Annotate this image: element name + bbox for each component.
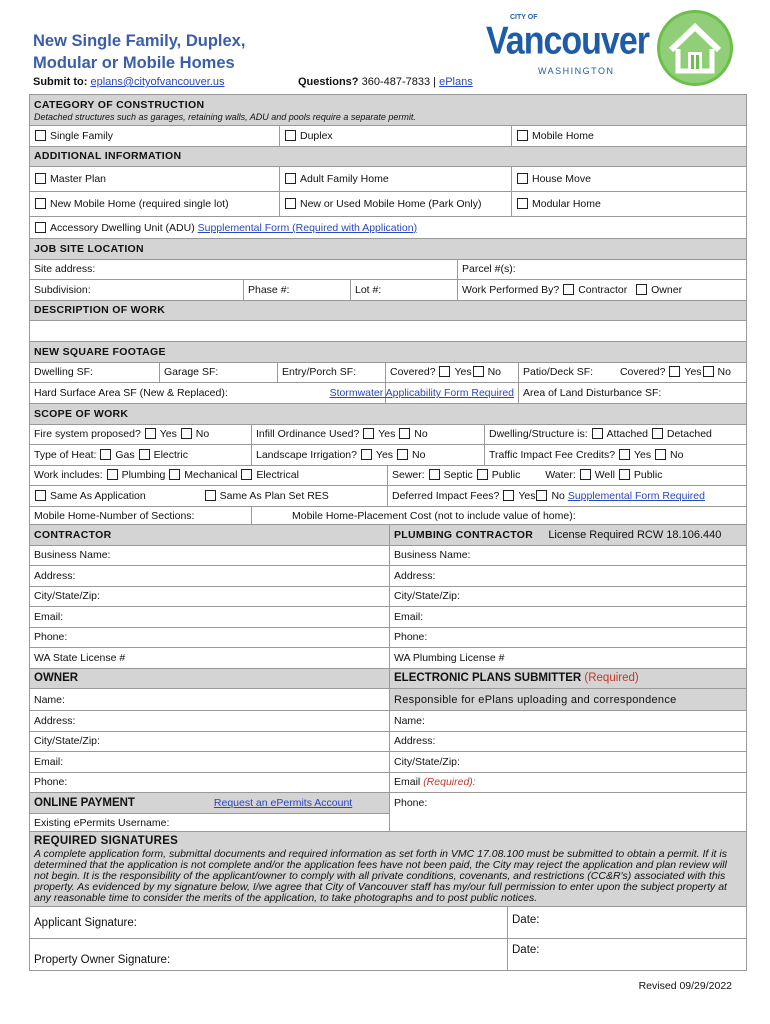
signatures-heading-cell: [30, 832, 747, 907]
business-row: [30, 545, 747, 566]
patio-covered-label: Covered?: [619, 366, 666, 379]
city-logo: [480, 14, 649, 76]
duplex-checkbox[interactable]: [285, 130, 296, 141]
eplans-link[interactable]: ePlans: [439, 76, 473, 88]
questions-line: [298, 76, 473, 88]
scope-header-row: [30, 404, 747, 425]
scope-table: [29, 403, 747, 527]
infill-no-checkbox[interactable]: [399, 428, 410, 439]
site-address-field[interactable]: [30, 259, 458, 280]
traffic-no-checkbox[interactable]: [655, 449, 666, 460]
subdivision-field[interactable]: [30, 280, 244, 301]
modular-home-option[interactable]: [512, 192, 747, 217]
job-site-header-row: [30, 239, 747, 260]
modular-home-checkbox[interactable]: [517, 198, 528, 209]
owner-name-field[interactable]: [30, 689, 390, 711]
lot-label: Lot #:: [355, 283, 382, 296]
sewer-water-field: [388, 465, 747, 486]
landscape-field: [252, 445, 485, 466]
gas-checkbox[interactable]: [100, 449, 111, 460]
adu-supplemental-link[interactable]: Supplemental Form (Required with Application): [197, 221, 418, 234]
owner-csz-row: [30, 731, 747, 752]
landscape-yes-checkbox[interactable]: [361, 449, 372, 460]
work-includes-field: [30, 465, 388, 486]
new-mobile-option[interactable]: [30, 192, 280, 217]
same-as-field: [30, 486, 388, 507]
heat-type-label: Type of Heat:: [34, 448, 97, 461]
site-address-label: Site address:: [34, 263, 96, 276]
owner-email-row: [30, 752, 747, 773]
entry-covered-no-label: No: [487, 366, 502, 379]
infill-label: Infill Ordinance Used?: [256, 428, 360, 441]
owner-name-label: Name:: [34, 693, 65, 706]
used-mobile-option[interactable]: [280, 192, 512, 217]
contractor-checkbox[interactable]: [563, 284, 574, 295]
sqft-row-2: [30, 383, 747, 404]
category-heading: CATEGORY OF CONSTRUCTION: [34, 98, 205, 111]
category-header-row: [30, 95, 747, 126]
owner-email-label: Email:: [34, 755, 64, 768]
modular-home-label: Modular Home: [532, 198, 601, 210]
traffic-credit-field: [485, 445, 747, 466]
contractor-business-label: Business Name:: [34, 549, 111, 562]
adult-family-checkbox[interactable]: [285, 173, 296, 184]
dwelling-sf-label: Dwelling SF:: [34, 366, 93, 379]
applicant-date-field[interactable]: [508, 907, 747, 939]
owner-email-field[interactable]: [30, 752, 390, 773]
job-site-heading: JOB SITE LOCATION: [30, 239, 747, 260]
entry-covered-field: [386, 362, 519, 383]
scope-heading: SCOPE OF WORK: [30, 404, 747, 425]
form-top-table: [29, 94, 747, 239]
title-line-1: New Single Family, Duplex,: [33, 32, 246, 50]
adu-label: Accessory Dwelling Unit (ADU): [50, 221, 195, 234]
entry-sf-label: Entry/Porch SF:: [282, 366, 357, 379]
used-mobile-label: New or Used Mobile Home (Park Only): [300, 198, 482, 210]
deferred-no-checkbox[interactable]: [536, 490, 547, 501]
single-family-option[interactable]: [30, 126, 280, 147]
additional-row-2: [30, 192, 747, 217]
scope-row-4: [30, 486, 747, 507]
subdivision-label: Subdivision:: [34, 283, 91, 296]
same-plan-checkbox[interactable]: [205, 490, 216, 501]
eplans-email-label: Email: [394, 776, 421, 789]
plumbing-license-note: License Required RCW 18.106.440: [548, 528, 722, 541]
fire-yes-checkbox[interactable]: [145, 428, 156, 439]
contractor-license-label: WA State License #: [34, 651, 126, 664]
electrical-label: Electrical: [256, 469, 299, 482]
detached-checkbox[interactable]: [652, 428, 663, 439]
payment-heading: ONLINE PAYMENT: [34, 796, 135, 809]
water-public-label: Public: [633, 469, 663, 482]
title-line-2: Modular or Mobile Homes: [33, 54, 235, 72]
logo-city-text: CITY OF: [510, 14, 538, 21]
entry-covered-no-checkbox[interactable]: [473, 366, 484, 377]
house-move-label: House Move: [532, 173, 591, 185]
landscape-label: Landscape Irrigation?: [256, 448, 357, 461]
patio-sf-label: Patio/Deck SF:: [523, 366, 594, 379]
mechanical-label: Mechanical: [184, 469, 238, 482]
fire-system-field: [30, 424, 252, 445]
adult-family-label: Adult Family Home: [300, 173, 389, 185]
mobile-home-option[interactable]: [512, 126, 747, 147]
new-mobile-checkbox[interactable]: [35, 198, 46, 209]
eplans-name-field[interactable]: [390, 711, 747, 732]
dwelling-structure-field: [485, 424, 747, 445]
signatures-table: [29, 831, 747, 971]
contact-email-row: [30, 607, 747, 628]
plumbing-heading: PLUMBING CONTRACTOR: [394, 528, 534, 541]
contractor-phone-label: Phone:: [34, 631, 68, 644]
entry-covered-yes-label: Yes: [454, 366, 472, 379]
owner-heading: OWNER: [30, 668, 390, 689]
house-move-option[interactable]: [512, 167, 747, 192]
same-application-label: Same As Application: [50, 489, 146, 502]
owner-phone-field[interactable]: [30, 772, 390, 793]
duplex-option[interactable]: [280, 126, 512, 147]
sewer-label: Sewer:: [392, 469, 425, 482]
sqft-row-1: [30, 362, 747, 383]
gas-label: Gas: [115, 448, 135, 461]
eplans-required: (Required): [584, 672, 639, 685]
dwelling-sf-field[interactable]: [30, 362, 160, 383]
owner-signature-row: [30, 939, 747, 971]
mobile-sections-label: Mobile Home-Number of Sections:: [34, 510, 195, 523]
used-mobile-checkbox[interactable]: [285, 198, 296, 209]
mechanical-checkbox[interactable]: [169, 469, 180, 480]
adu-checkbox[interactable]: [35, 222, 46, 233]
eplans-phone-label: Phone:: [394, 797, 428, 809]
deferred-no-label: No: [551, 489, 565, 502]
description-header-row: [30, 300, 747, 321]
plumbing-label: Plumbing: [121, 469, 166, 482]
logo-state-text: WASHINGTON: [538, 66, 615, 76]
contact-license-row: [30, 648, 747, 669]
applicant-date-label: Date:: [512, 914, 540, 926]
contact-address-row: [30, 566, 747, 587]
contractor-email-label: Email:: [34, 610, 64, 623]
plumbing-csz-label: City/State/Zip:: [394, 590, 460, 603]
attached-checkbox[interactable]: [592, 428, 603, 439]
sqft-table: [29, 341, 747, 404]
payment-row: [30, 793, 747, 814]
master-plan-checkbox[interactable]: [35, 173, 46, 184]
eplans-email-field[interactable]: [390, 772, 747, 793]
traffic-no-label: No: [670, 448, 684, 461]
traffic-yes-checkbox[interactable]: [619, 449, 630, 460]
infill-yes-checkbox[interactable]: [363, 428, 374, 439]
plumbing-license-label: WA Plumbing License #: [394, 651, 505, 664]
master-plan-option[interactable]: [30, 167, 280, 192]
sewer-public-checkbox[interactable]: [477, 469, 488, 480]
house-icon: [657, 10, 733, 86]
contacts-table: [29, 524, 747, 834]
plumbing-address-label: Address:: [394, 569, 436, 582]
owner-csz-label: City/State/Zip:: [34, 735, 100, 748]
owner-phone-row: [30, 772, 747, 793]
patio-covered-yes-checkbox[interactable]: [669, 366, 680, 377]
deferred-yes-label: Yes: [518, 489, 536, 502]
additional-heading: ADDITIONAL INFORMATION: [30, 146, 747, 167]
submit-row: [33, 76, 770, 88]
eplans-address-label: Address:: [394, 735, 436, 748]
deferred-yes-checkbox[interactable]: [503, 490, 514, 501]
traffic-credit-label: Traffic Impact Fee Credits?: [489, 448, 616, 461]
plumbing-email-label: Email:: [394, 610, 424, 623]
eplans-csz-field[interactable]: [390, 752, 747, 773]
eplans-name-label: Name:: [394, 714, 425, 727]
garage-sf-field[interactable]: [160, 362, 278, 383]
contractor-phone-field[interactable]: [30, 627, 390, 648]
owner-phone-label: Phone:: [34, 776, 68, 789]
land-disturbance-field[interactable]: [519, 383, 747, 404]
sewer-public-label: Public: [491, 469, 521, 482]
owner-address-label: Address:: [34, 714, 76, 727]
landscape-no-label: No: [411, 448, 426, 461]
plumbing-email-field[interactable]: [390, 607, 747, 628]
additional-row-1: [30, 167, 747, 192]
plumbing-phone-label: Phone:: [394, 631, 428, 644]
electric-label: Electric: [153, 448, 188, 461]
additional-header-row: [30, 146, 747, 167]
owner-eplans-header-row: [30, 668, 747, 689]
sqft-header-row: [30, 342, 747, 363]
plumbing-csz-field[interactable]: [390, 586, 747, 607]
landscape-no-checkbox[interactable]: [397, 449, 408, 460]
eplans-heading-cell: [390, 668, 747, 689]
single-family-checkbox[interactable]: [35, 130, 46, 141]
work-includes-label: Work includes:: [34, 469, 103, 482]
applicant-signature-field[interactable]: [30, 907, 508, 939]
plumbing-address-field[interactable]: [390, 566, 747, 587]
parcel-field[interactable]: [458, 259, 747, 280]
patio-covered-no-checkbox[interactable]: [703, 366, 714, 377]
work-performed-label: Work Performed By?: [462, 283, 560, 296]
same-plan-label: Same As Plan Set RES: [219, 489, 329, 502]
entry-covered-label: Covered?: [390, 366, 436, 379]
stormwater-cell: [329, 383, 519, 404]
owner-address-row: [30, 711, 747, 732]
phase-field[interactable]: [244, 280, 351, 301]
heat-type-field: [30, 445, 252, 466]
traffic-yes-label: Yes: [633, 448, 652, 461]
signatures-heading: REQUIRED SIGNATURES: [34, 835, 179, 847]
contractor-csz-field[interactable]: [30, 586, 390, 607]
plumbing-business-field[interactable]: [390, 545, 747, 566]
master-plan-label: Master Plan: [50, 173, 107, 185]
applicant-signature-label: Applicant Signature:: [34, 916, 137, 929]
contractor-heading: CONTRACTOR: [30, 525, 390, 546]
request-account-link[interactable]: Request an ePermits Account: [213, 796, 353, 809]
username-label: Existing ePermits Username:: [34, 817, 170, 830]
payment-heading-cell: [30, 793, 390, 814]
contractor-csz-label: City/State/Zip:: [34, 590, 100, 603]
applicant-signature-row: [30, 907, 747, 939]
questions-separator: |: [433, 76, 437, 88]
sqft-heading: NEW SQUARE FOOTAGE: [30, 342, 747, 363]
supplemental-form-link[interactable]: Supplemental Form Required: [567, 489, 705, 502]
signatures-text: A complete application form, submittal documents and required information as set forth in VMC 17.08.100 must be submitted to obtain a permit. If it is determined that the application is not complete and/or the application fees have not been paid, the City may reject the application and plan review will not begin. It is the responsibility of the applicant/owner to comply with all private conditions, covenants, and restrictions (CC&R's) associated with this property. As evidenced by my signature below, I/we agree that City of Vancouver staff has my/our full permission to enter upon the subject property at any reasonable time to consider the merits of the application, to take photographs and to post public notices.: [34, 848, 727, 904]
category-options-row: [30, 126, 747, 147]
plumbing-phone-field[interactable]: [390, 627, 747, 648]
scope-row-2: [30, 445, 747, 466]
contractor-label: Contractor: [578, 283, 628, 296]
garage-sf-label: Garage SF:: [164, 366, 219, 379]
single-family-label: Single Family: [50, 129, 114, 142]
contact-csz-row: [30, 586, 747, 607]
description-row-1: [30, 321, 747, 342]
description-field-1[interactable]: [30, 321, 747, 342]
owner-address-field[interactable]: [30, 711, 390, 732]
revised-date: Revised 09/29/2022: [638, 980, 732, 992]
landscape-yes-label: Yes: [375, 448, 394, 461]
adu-row: [30, 217, 747, 239]
infill-no-label: No: [414, 428, 428, 441]
house-move-checkbox[interactable]: [517, 173, 528, 184]
septic-label: Septic: [443, 469, 473, 482]
detached-label: Detached: [666, 428, 712, 441]
description-heading: DESCRIPTION OF WORK: [30, 300, 747, 321]
site-address-row: [30, 259, 747, 280]
patio-covered-no-label: No: [717, 366, 731, 379]
eplans-phone-field[interactable]: [390, 793, 747, 834]
well-label: Well: [594, 469, 615, 482]
new-mobile-label: New Mobile Home (required single lot): [50, 198, 229, 210]
questions-phone: 360-487-7833: [361, 76, 431, 88]
eplans-email-required: (Required):: [423, 776, 476, 789]
fire-system-label: Fire system proposed?: [34, 428, 141, 441]
form-title: [33, 30, 245, 74]
eplans-address-field[interactable]: [390, 731, 747, 752]
infill-field: [252, 424, 485, 445]
plumbing-checkbox[interactable]: [107, 469, 118, 480]
patio-field: [519, 362, 747, 383]
contractor-address-label: Address:: [34, 569, 76, 582]
plumbing-license-field[interactable]: [390, 648, 747, 669]
electrical-checkbox[interactable]: [241, 469, 252, 480]
eplans-note: Responsible for ePlans uploading and correspondence: [390, 689, 747, 711]
adult-family-option[interactable]: [280, 167, 512, 192]
owner-date-field[interactable]: [508, 939, 747, 971]
scope-row-1: [30, 424, 747, 445]
submit-label: Submit to:: [33, 76, 88, 88]
contractor-address-field[interactable]: [30, 566, 390, 587]
well-checkbox[interactable]: [580, 469, 591, 480]
attached-label: Attached: [606, 428, 648, 441]
category-note: Detached structures such as garages, retaining walls, ADU and pools require a separate permit.: [34, 111, 416, 122]
contractor-license-field[interactable]: [30, 648, 390, 669]
phase-label: Phase #:: [248, 283, 290, 296]
fire-no-label: No: [195, 428, 210, 441]
plumbing-business-label: Business Name:: [394, 549, 471, 562]
logo-name-text: Vancouver: [486, 19, 649, 63]
land-disturbance-label: Area of Land Disturbance SF:: [523, 386, 662, 399]
deferred-fees-label: Deferred Impact Fees?: [392, 489, 500, 502]
contractor-business-field[interactable]: [30, 545, 390, 566]
owner-signature-label: Property Owner Signature:: [34, 954, 171, 966]
eplans-csz-label: City/State/Zip:: [394, 755, 460, 768]
electric-checkbox[interactable]: [139, 449, 150, 460]
scope-row-3: [30, 465, 747, 486]
contractor-header-row: [30, 525, 747, 546]
submit-email-link[interactable]: eplans@cityofvancouver.us: [90, 76, 225, 88]
contact-phone-row: [30, 627, 747, 648]
adu-option[interactable]: [30, 217, 747, 239]
patio-covered-yes-label: Yes: [684, 366, 702, 379]
questions-label: Questions?: [298, 76, 359, 88]
parcel-label: Parcel #(s):: [462, 263, 516, 276]
owner-csz-field[interactable]: [30, 731, 390, 752]
mobile-cost-label: Mobile Home-Placement Cost (not to include value of home):: [292, 510, 576, 523]
mobile-home-label: Mobile Home: [532, 129, 594, 142]
subdivision-row: [30, 280, 747, 301]
entry-sf-field[interactable]: [278, 362, 386, 383]
contractor-email-field[interactable]: [30, 607, 390, 628]
mobile-home-checkbox[interactable]: [517, 130, 528, 141]
owner-date-label: Date:: [512, 944, 540, 956]
lot-field[interactable]: [351, 280, 458, 301]
owner-checkbox[interactable]: [636, 284, 647, 295]
fire-no-checkbox[interactable]: [181, 428, 192, 439]
owner-signature-field[interactable]: [30, 939, 508, 971]
water-public-checkbox[interactable]: [619, 469, 630, 480]
infill-yes-label: Yes: [378, 428, 396, 441]
dwelling-structure-label: Dwelling/Structure is:: [489, 428, 588, 441]
owner-label: Owner: [651, 283, 683, 296]
septic-checkbox[interactable]: [429, 469, 440, 480]
stormwater-link[interactable]: Stormwater Applicability Form Required: [329, 387, 514, 399]
deferred-fees-field: [388, 486, 747, 507]
same-application-checkbox[interactable]: [35, 490, 46, 501]
owner-name-row: [30, 689, 747, 711]
work-performed-field: [458, 280, 747, 301]
hard-surface-label: Hard Surface Area SF (New & Replaced):: [34, 386, 228, 399]
signatures-header-row: [30, 832, 747, 907]
eplans-heading: ELECTRONIC PLANS SUBMITTER: [394, 672, 582, 685]
fire-yes-label: Yes: [159, 428, 177, 441]
duplex-label: Duplex: [300, 129, 333, 142]
plumbing-heading-cell: [390, 525, 747, 546]
entry-covered-yes-checkbox[interactable]: [439, 366, 450, 377]
water-label: Water:: [545, 469, 576, 482]
